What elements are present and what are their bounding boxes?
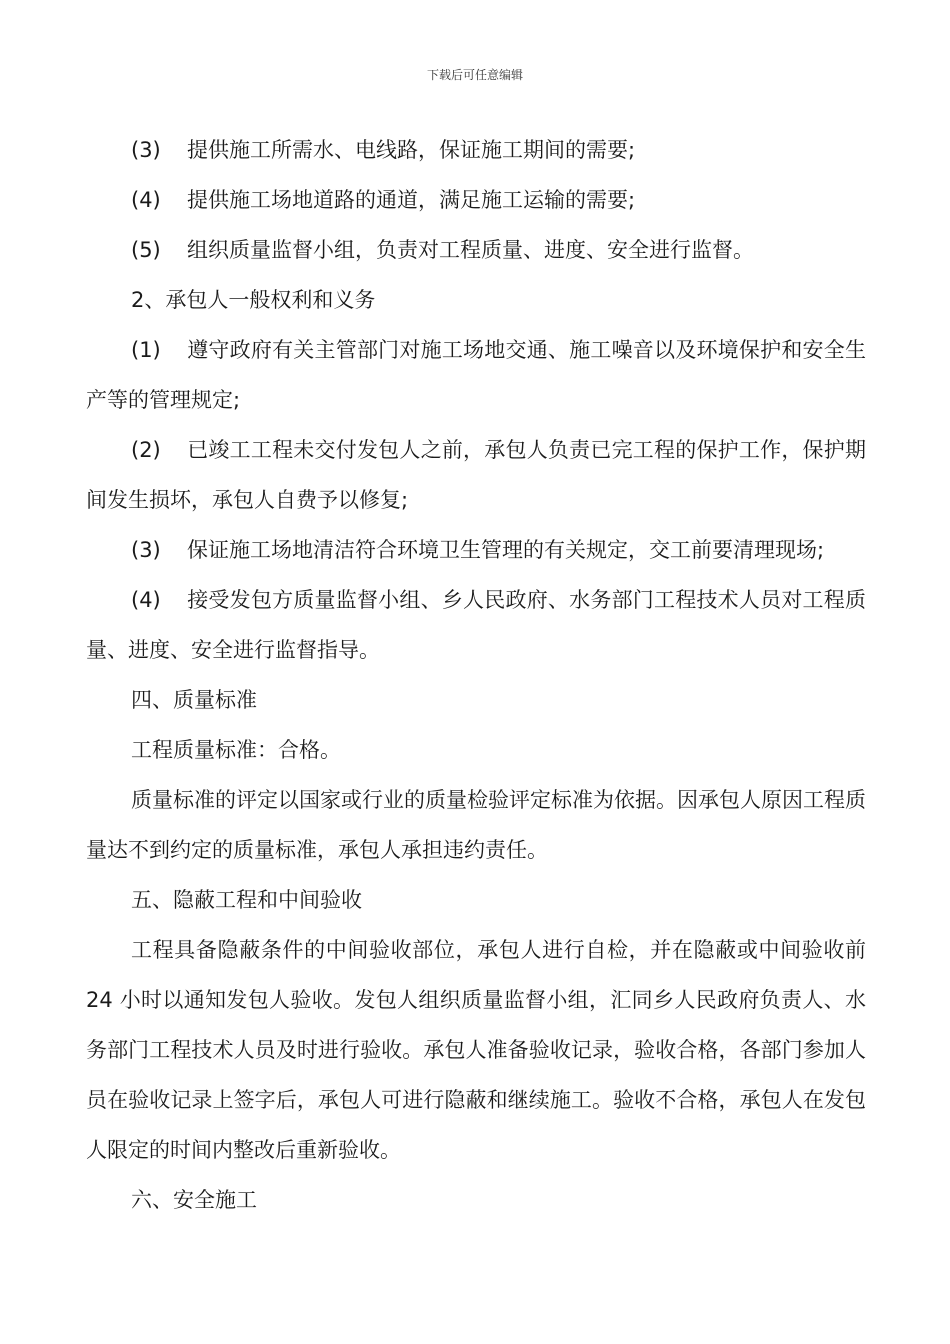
item-number: (5)	[131, 238, 161, 262]
paragraph-item-3b	[86, 525, 866, 575]
item-number: (3)	[131, 138, 161, 162]
paragraph-text: 保证施工场地清洁符合环境卫生管理的有关规定，交工前要清理现场;	[187, 538, 825, 562]
paragraph-text: 提供施工所需水、电线路，保证施工期间的需要;	[187, 138, 636, 162]
page-header: 下载后可任意编辑	[426, 68, 523, 82]
paragraph-item-1	[86, 325, 866, 425]
paragraph-text: 已竣工工程未交付发包人之前，承包人负责已完工程的保护工作，保护期间发生损坏，承包人自费予以修复;	[86, 438, 866, 512]
item-number: (3)	[131, 538, 161, 562]
paragraph-item-4	[86, 175, 866, 225]
paragraph-inspection: 工程具备隐蔽条件的中间验收部位，承包人进行自检，并在隐蔽或中间验收前 24 小时以通知发包人验收。发包人组织质量监督小组，汇同乡人民政府负责人、水务部门工程技术人员及时进行验收。承包人准备验收记录，验收合格，各部门参加人员在验收记录上签字后，承包人可进行隐蔽和继续施工。验收不合格，承包人在发包人限定的时间内整改后重新验收。	[86, 938, 866, 1162]
section-heading-contractor: 2、承包人一般权利和义务	[131, 288, 376, 312]
section-heading-inspection: 五、隐蔽工程和中间验收	[131, 888, 362, 912]
paragraph-item-5	[86, 225, 866, 275]
paragraph-text: 遵守政府有关主管部门对施工场地交通、施工噪音以及环境保护和安全生产等的管理规定;	[86, 338, 866, 412]
paragraph-text: 接受发包方质量监督小组、乡人民政府、水务部门工程技术人员对工程质量、进度、安全进行监督指导。	[86, 588, 866, 662]
paragraph-text: 组织质量监督小组，负责对工程质量、进度、安全进行监督。	[187, 238, 754, 262]
item-number: (2)	[131, 438, 161, 462]
section-heading-quality: 四、质量标准	[131, 688, 257, 712]
paragraph-quality-evaluation: 质量标准的评定以国家或行业的质量检验评定标准为依据。因承包人原因工程质量达不到约定的质量标准，承包人承担违约责任。	[86, 788, 866, 862]
document-body	[86, 125, 866, 1225]
paragraph-item-3	[86, 125, 866, 175]
item-number: (4)	[131, 188, 161, 212]
item-number: (1)	[131, 338, 161, 362]
paragraph-item-4b	[86, 575, 866, 675]
paragraph-text: 提供施工场地道路的通道，满足施工运输的需要;	[187, 188, 636, 212]
item-number: (4)	[131, 588, 161, 612]
paragraph-quality-standard: 工程质量标准：合格。	[131, 738, 341, 762]
paragraph-item-2	[86, 425, 866, 525]
section-heading-safety: 六、安全施工	[131, 1188, 257, 1212]
